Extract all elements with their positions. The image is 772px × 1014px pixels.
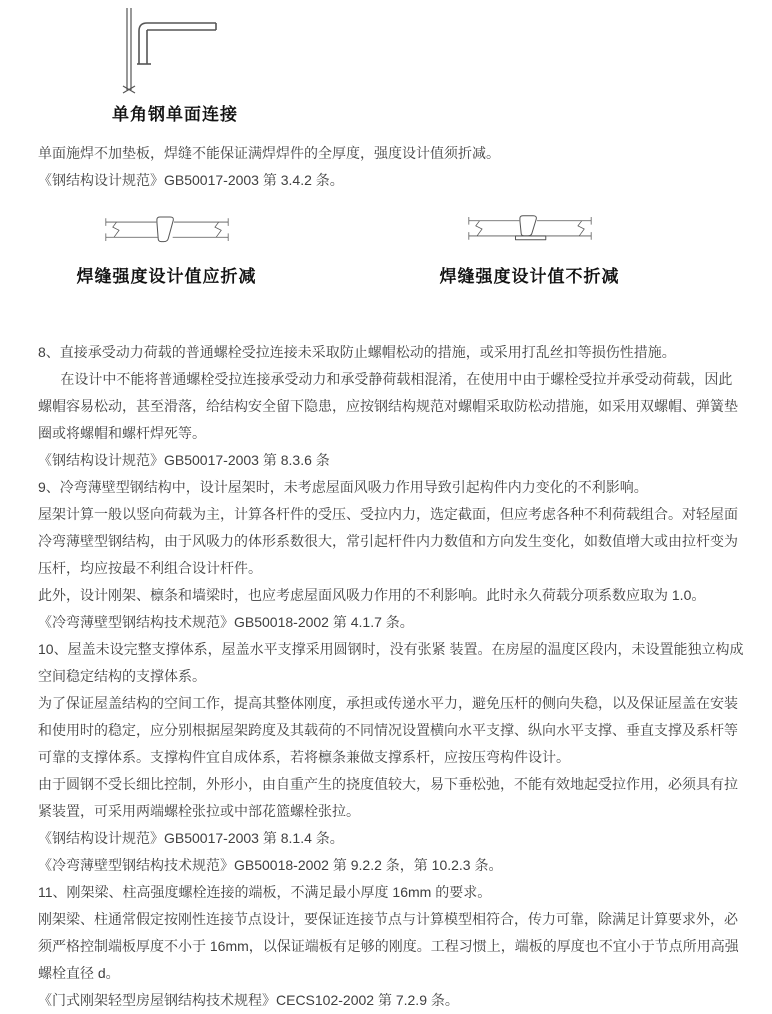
paragraph-8-body: 在设计中不能将普通螺栓受拉连接承受动力和承受静荷载相混淆，在使用中由于螺栓受拉并承受动荷载，因此螺帽容易松动，甚至滑落，给结构安全留下隐患，应按钢结构规范对螺帽采取防松动措施，如采用双螺帽、弹簧垫圈或将螺帽和螺杆焊死等。 bbox=[38, 371, 738, 441]
intro-paragraph bbox=[38, 140, 746, 194]
document-page bbox=[0, 6, 772, 1008]
paragraph-9-reference: 《冷弯薄壁型钢结构技术规范》GB50018-2002 第 4.1.7 条。 bbox=[38, 614, 414, 630]
paragraph-9-body-2: 此外，设计刚架、檩条和墙梁时，也应考虑屋面风吸力作用的不利影响。此时永久荷载分项系数应取为 1.0。 bbox=[38, 587, 706, 603]
paragraph-11-reference: 《门式刚架轻型房屋钢结构技术规程》CECS102-2002 第 7.2.9 条。 bbox=[38, 992, 459, 1008]
paragraph-9-title: 9、冷弯薄壁型钢结构中，设计屋架时，未考虑屋面风吸力作用导致引起构件内力变化的不利影响。 bbox=[38, 479, 648, 495]
paragraph-8-reference: 《钢结构设计规范》GB50017-2003 第 8.3.6 条 bbox=[38, 452, 330, 468]
weld-without-backing-diagram-icon bbox=[97, 206, 237, 252]
weld-with-backing-plate-diagram-icon bbox=[460, 206, 600, 252]
weld-reduced-caption: 焊缝强度设计值应折减 bbox=[76, 267, 257, 286]
angle-steel-figure bbox=[118, 6, 248, 98]
intro-line-2: 《钢结构设计规范》GB50017-2003 第 3.4.2 条。 bbox=[38, 172, 344, 188]
paragraph-10-body-2: 由于圆钢不受长细比控制，外形小，由自重产生的挠度值较大，易下垂松弛，不能有效地起受拉作用，必须具有拉紧装置，可采用两端螺栓张拉或中部花篮螺栓张拉。 bbox=[38, 776, 738, 819]
weld-figures-row bbox=[0, 206, 772, 252]
weld-reduced-figure bbox=[64, 206, 269, 252]
paragraph-10-reference-2: 《冷弯薄壁型钢结构技术规范》GB50018-2002 第 9.2.2 条，第 10.2.3 条。 bbox=[38, 857, 503, 873]
weld-not-reduced-caption: 焊缝强度设计值不折减 bbox=[439, 267, 620, 286]
paragraph-8-title: 8、直接承受动力荷载的普通螺栓受拉连接未采取防止螺帽松动的措施，或采用打乱丝扣等损伤性措施。 bbox=[38, 344, 676, 360]
paragraph-11-body: 刚架梁、柱通常假定按刚性连接节点设计，要保证连接节点与计算模型相符合，传力可靠，除满足计算要求外，必须严格控制端板厚度不小于 16mm，以保证端板有足够的刚度。工程习惯上，端板的厚度也不宜小于节点所用高强螺栓直径 d。 bbox=[38, 911, 739, 981]
weld-not-reduced-figure bbox=[427, 206, 632, 252]
angle-steel-figure-caption: 单角钢单面连接 bbox=[112, 105, 238, 124]
weld-captions-row bbox=[0, 252, 772, 287]
intro-line-1: 单面施焊不加垫板，焊缝不能保证满焊焊件的全厚度，强度设计值须折减。 bbox=[38, 145, 500, 161]
body-text bbox=[38, 339, 746, 1014]
paragraph-10-title: 10、屋盖未设完整支撑体系，屋盖水平支撑采用圆钢时，没有张紧 装置。在房屋的温度区段内，未设置能独立构成空间稳定结构的支撑体系。 bbox=[38, 641, 744, 684]
paragraph-9-body-1: 屋架计算一般以竖向荷载为主，计算各杆件的受压、受拉内力，选定截面，但应考虑各种不利荷载组合。对轻屋面冷弯薄壁型钢结构，由于风吸力的体形系数很大，常引起杆件内力数值和方向发生变化，如数值增大或由拉杆变为压杆，均应按最不利组合设计杆件。 bbox=[38, 506, 738, 576]
paragraph-10-reference-1: 《钢结构设计规范》GB50017-2003 第 8.1.4 条。 bbox=[38, 830, 344, 846]
angle-steel-diagram-icon bbox=[118, 6, 243, 98]
paragraph-11-title: 11、刚架梁、柱高强度螺栓连接的端板，不满足最小厚度 16mm 的要求。 bbox=[38, 884, 492, 900]
paragraph-10-body-1: 为了保证屋盖结构的空间工作，提高其整体刚度，承担或传递水平力，避免压杆的侧向失稳，以及保证屋盖在安装和使用时的稳定，应分别根据屋架跨度及其载荷的不同情况设置横向水平支撑、纵向水平支撑、垂直支撑及系杆等可靠的支撑体系。支撑构件宜自成体系，若将檩条兼做支撑系杆，应按压弯构件设计。 bbox=[38, 695, 738, 765]
